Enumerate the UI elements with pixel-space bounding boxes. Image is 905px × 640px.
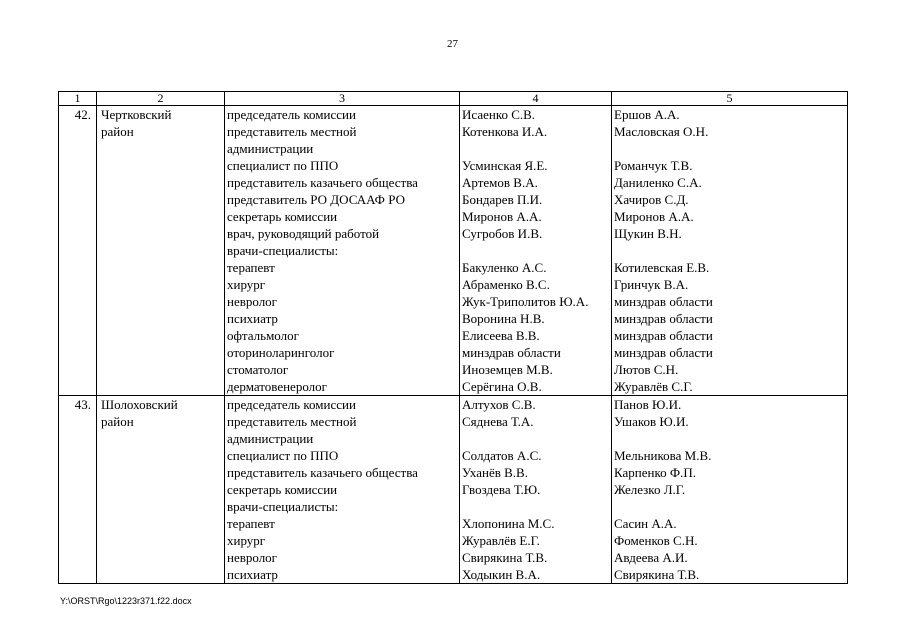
reserve-member-line: Лютов С.Н. <box>614 362 679 377</box>
header-cell: 5 <box>612 92 848 106</box>
main-member-line: Исаенко С.В. <box>462 107 536 122</box>
main-member-line: Солдатов А.С. <box>462 448 542 463</box>
reserve-member-line <box>614 498 847 515</box>
reserve-member-line: Романчук Т.В. <box>614 158 693 173</box>
role-line: представитель казачьего общества <box>227 175 418 190</box>
header-cell: 1 <box>59 92 97 106</box>
main-member-line: Жук-Триполитов Ю.А. <box>462 294 589 309</box>
main-member-line: Абраменко В.С. <box>462 277 550 292</box>
main-member-line: Сяднева Т.А. <box>462 414 534 429</box>
reserve-member-line: Карпенко Ф.П. <box>614 465 697 480</box>
row-number: 43. <box>59 396 97 584</box>
main-member-line <box>462 140 611 157</box>
reserve-member-line: Масловская О.Н. <box>614 124 709 139</box>
district-line: Чертковский <box>101 107 172 122</box>
role-cell <box>225 396 460 584</box>
district-line: район <box>101 124 134 139</box>
main-member-line: Свирякина Т.В. <box>462 550 548 565</box>
reserve-member-line <box>614 430 847 447</box>
main-member-line: минздрав области <box>462 345 561 360</box>
main-member-line: Воронина Н.В. <box>462 311 545 326</box>
reserve-member-line: Ушаков Ю.И. <box>614 414 689 429</box>
district-line: Шолоховский <box>101 397 178 412</box>
role-line: офтальмолог <box>227 328 299 343</box>
role-line: представитель РО ДОСААФ РО <box>227 192 405 207</box>
main-member-cell <box>460 396 612 584</box>
reserve-member-cell <box>612 396 848 584</box>
role-line: специалист по ППО <box>227 158 339 173</box>
role-line: стоматолог <box>227 362 289 377</box>
main-member-line: Миронов А.А. <box>462 209 542 224</box>
reserve-member-line: Котилевская Е.В. <box>614 260 710 275</box>
row-number: 42. <box>59 106 97 396</box>
role-line: представитель местной <box>227 124 357 139</box>
reserve-member-line: Хачиров С.Д. <box>614 192 689 207</box>
main-member-line: Артемов В.А. <box>462 175 538 190</box>
header-cell: 4 <box>460 92 612 106</box>
table-row <box>59 396 848 584</box>
reserve-member-line: Гринчук В.А. <box>614 277 689 292</box>
role-line: хирург <box>227 277 266 292</box>
table-row <box>59 106 848 396</box>
role-line: психиатр <box>227 311 278 326</box>
reserve-member-line: Даниленко С.А. <box>614 175 702 190</box>
reserve-member-line: Журавлёв С.Г. <box>614 379 693 394</box>
main-member-line <box>462 430 611 447</box>
role-line: администрации <box>227 431 314 446</box>
main-member-line: Сугробов И.В. <box>462 226 543 241</box>
role-line: врач, руководящий работой <box>227 226 380 241</box>
role-line: невролог <box>227 294 278 309</box>
role-line: врачи-специалисты: <box>227 499 339 514</box>
role-line: невролог <box>227 550 278 565</box>
district-cell <box>97 396 225 584</box>
reserve-member-line: минздрав области <box>614 311 713 326</box>
role-line: терапевт <box>227 516 275 531</box>
main-member-line <box>462 242 611 259</box>
role-line: секретарь комиссии <box>227 482 338 497</box>
role-line: терапевт <box>227 260 275 275</box>
header-cell: 3 <box>225 92 460 106</box>
role-line: председатель комиссии <box>227 107 356 122</box>
role-line: врачи-специалисты: <box>227 243 339 258</box>
reserve-member-line: Щукин В.Н. <box>614 226 682 241</box>
reserve-member-line: Мельникова М.В. <box>614 448 712 463</box>
main-member-line <box>462 498 611 515</box>
role-cell <box>225 106 460 396</box>
file-path-footer: Y:\ORST\Rgo\1223r371.f22.docx <box>60 596 192 606</box>
district-line: район <box>101 414 134 429</box>
district-cell <box>97 106 225 396</box>
main-member-line: Хлопонина М.С. <box>462 516 555 531</box>
reserve-member-line: Железко Л.Г. <box>614 482 686 497</box>
reserve-member-line: Авдеева А.И. <box>614 550 688 565</box>
main-member-line: Котенкова И.А. <box>462 124 548 139</box>
main-member-line: Алтухов С.В. <box>462 397 536 412</box>
main-member-line: Бондарев П.И. <box>462 192 543 207</box>
reserve-member-line: Свирякина Т.В. <box>614 567 700 582</box>
role-line: оториноларинголог <box>227 345 335 360</box>
header-row <box>59 92 848 106</box>
reserve-member-cell <box>612 106 848 396</box>
main-member-cell <box>460 106 612 396</box>
main-member-line: Ходыкин В.А. <box>462 567 541 582</box>
role-line: представитель казачьего общества <box>227 465 418 480</box>
page-number: 27 <box>447 38 458 50</box>
role-line: психиатр <box>227 567 278 582</box>
reserve-member-line: минздрав области <box>614 328 713 343</box>
reserve-member-line: Миронов А.А. <box>614 209 694 224</box>
main-member-line: Серёгина О.В. <box>462 379 542 394</box>
reserve-member-line: Панов Ю.И. <box>614 397 682 412</box>
role-line: председатель комиссии <box>227 397 356 412</box>
reserve-member-line <box>614 242 847 259</box>
role-line: представитель местной <box>227 414 357 429</box>
main-member-line: Иноземцев М.В. <box>462 362 553 377</box>
reserve-member-line <box>614 140 847 157</box>
role-line: секретарь комиссии <box>227 209 338 224</box>
main-member-line: Гвоздева Т.Ю. <box>462 482 541 497</box>
role-line: администрации <box>227 141 314 156</box>
main-member-line: Уханёв В.В. <box>462 465 528 480</box>
role-line: хирург <box>227 533 266 548</box>
role-line: специалист по ППО <box>227 448 339 463</box>
reserve-member-line: минздрав области <box>614 345 713 360</box>
main-member-line: Журавлёв Е.Г. <box>462 533 540 548</box>
reserve-member-line: Фоменков С.Н. <box>614 533 698 548</box>
role-line: дерматовенеролог <box>227 379 327 394</box>
main-member-line: Елисеева В.В. <box>462 328 540 343</box>
reserve-member-line: минздрав области <box>614 294 713 309</box>
main-member-line: Бакуленко А.С. <box>462 260 547 275</box>
reserve-member-line: Ершов А.А. <box>614 107 680 122</box>
commission-table <box>58 91 848 584</box>
header-cell: 2 <box>97 92 225 106</box>
main-member-line: Усминская Я.Е. <box>462 158 548 173</box>
reserve-member-line: Сасин А.А. <box>614 516 677 531</box>
